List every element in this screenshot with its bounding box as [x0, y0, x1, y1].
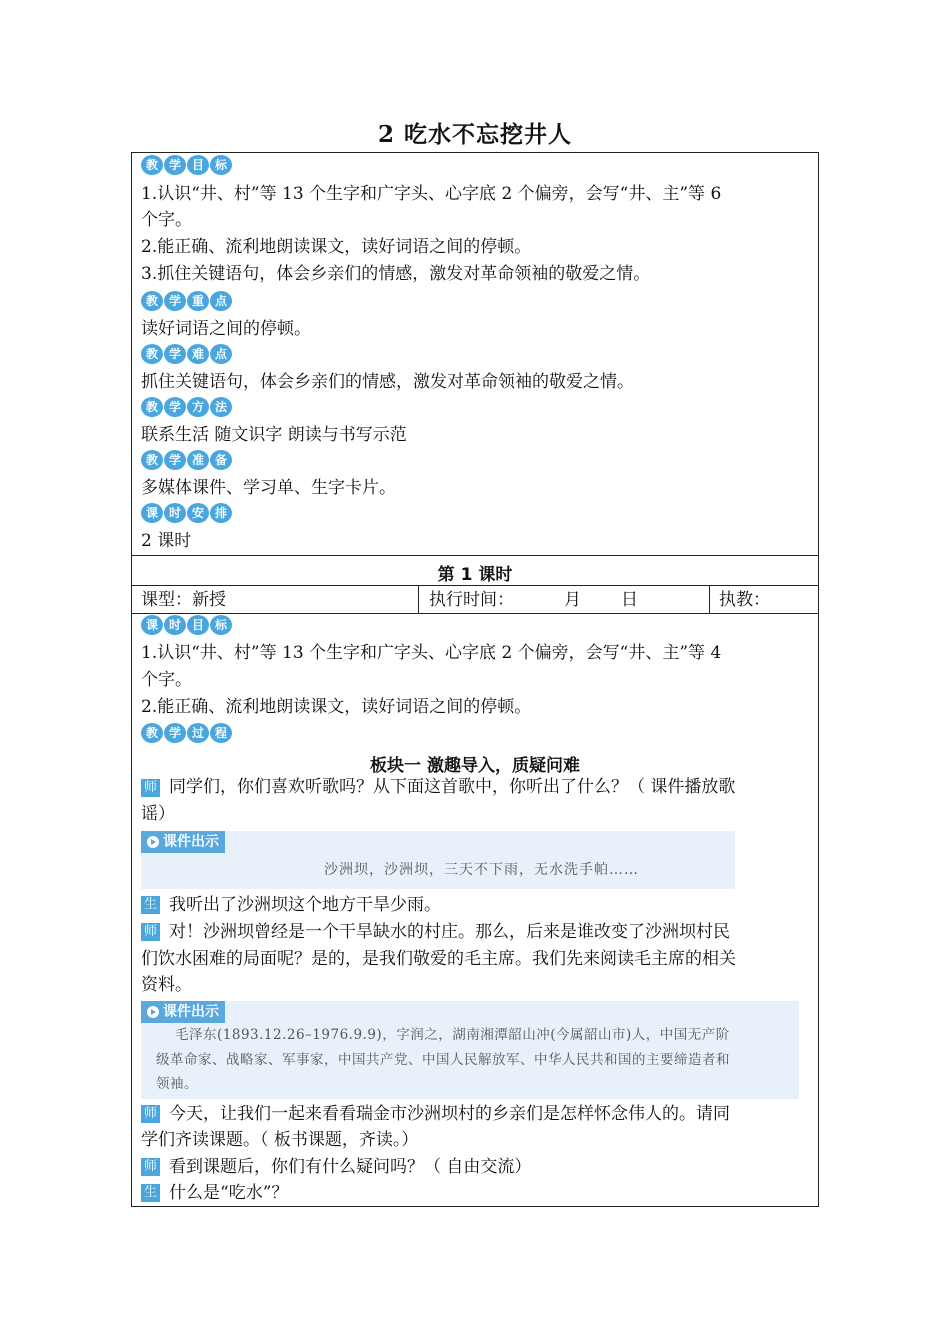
- goal-line-3: 2.能正确、流利地朗读课文，读好词语之间的停顿。: [141, 237, 532, 257]
- play-icon: [147, 836, 159, 848]
- execution-time-label: 执行时间：: [429, 590, 514, 610]
- divider: [132, 613, 818, 614]
- badge-difficult-point: 教 学 难 点: [141, 344, 232, 364]
- lesson-type: 课型：新授: [141, 590, 226, 610]
- lesson-plan-table: [131, 152, 819, 1207]
- courseware-tag: 课件出示: [141, 831, 225, 853]
- dialogue-line: 看到课题后，你们有什么疑问吗？（ 自由交流）: [169, 1157, 532, 1177]
- dialogue-line: 同学们，你们喜欢听歌吗？从下面这首歌中，你听出了什么？（ 课件播放歌: [169, 777, 736, 797]
- divider: [132, 555, 818, 556]
- teacher-role-icon: 师: [141, 1105, 160, 1123]
- goal-line-4: 3.抓住关键语句，体会乡亲们的情感，激发对革命领袖的敬爱之情。: [141, 264, 651, 284]
- teacher-role-icon: 师: [141, 1158, 160, 1176]
- teacher-role-icon: 师: [141, 779, 160, 797]
- goal-line-2: 个字。: [141, 210, 192, 230]
- divider: [132, 585, 818, 586]
- bio-line: 领袖。: [156, 1076, 198, 1092]
- key-point-text: 读好词语之间的停顿。: [141, 319, 311, 339]
- lesson-goal-line-2: 个字。: [141, 670, 192, 690]
- play-icon: [147, 1006, 159, 1018]
- lesson-goal-line-3: 2.能正确、流利地朗读课文，读好词语之间的停顿。: [141, 697, 532, 717]
- courseware-box-song: [141, 831, 735, 889]
- courseware-box-biography: [141, 1001, 799, 1099]
- teacher-role-icon: 师: [141, 923, 160, 941]
- teacher-label: 执教：: [719, 590, 770, 610]
- difficult-point-text: 抓住关键语句，体会乡亲们的情感，激发对革命领袖的敬爱之情。: [141, 372, 634, 392]
- badge-schedule: 课 时 安 排: [141, 503, 232, 523]
- badge-teaching-goals: 教 学 目 标: [141, 155, 232, 175]
- preparation-text: 多媒体课件、学习单、生字卡片。: [141, 478, 396, 498]
- badge-lesson-goals: 课 时 目 标: [141, 615, 232, 635]
- badge-preparation: 教 学 准 备: [141, 450, 232, 470]
- section-title: 板块一 激趣导入，质疑问难: [370, 756, 580, 776]
- dialogue-line: 们饮水困难的局面呢？是的，是我们敬爱的毛主席。我们先来阅读毛主席的相关: [141, 949, 736, 969]
- goal-line-1: 1.认识“井、村”等 13 个生字和广字头、心字底 2 个偏旁，会写“井、主”等 6: [141, 184, 722, 204]
- bio-line: 毛泽东(1893.12.26–1976.9.9)，字润之，湖南湘潭韶山冲(今属韶山市)人，中国无产阶: [175, 1027, 730, 1043]
- courseware-tag: 课件出示: [141, 1001, 225, 1023]
- dialogue-line: 学们齐读课题。（ 板书课题，齐读。）: [141, 1130, 419, 1150]
- divider: [709, 585, 710, 613]
- dialogue-line: 资料。: [141, 975, 192, 995]
- bio-line: 级革命家、战略家、军事家，中国共产党、中国人民解放军、中华人民共和国的主要缔造者和: [156, 1052, 730, 1068]
- lesson-header: 第 1 课时: [437, 565, 513, 585]
- song-lyric: 沙洲坝，沙洲坝，三天不下雨，无水洗手帕……: [324, 862, 639, 878]
- month-label: 月: [564, 590, 581, 610]
- day-label: 日: [621, 590, 638, 610]
- schedule-text: 2 课时: [141, 531, 192, 551]
- dialogue-line: 我听出了沙洲坝这个地方干旱少雨。: [169, 895, 441, 915]
- lesson-goal-line-1: 1.认识“井、村”等 13 个生字和广字头、心字底 2 个偏旁，会写“井、主”等 4: [141, 643, 722, 663]
- badge-teaching-process: 教 学 过 程: [141, 723, 232, 743]
- dialogue-line: 什么是“吃水”？: [169, 1183, 289, 1203]
- divider: [418, 585, 419, 613]
- dialogue-line: 对！沙洲坝曾经是一个干旱缺水的村庄。那么，后来是谁改变了沙洲坝村民: [169, 922, 730, 942]
- student-role-icon: 生: [141, 1184, 160, 1202]
- badge-teaching-method: 教 学 方 法: [141, 397, 232, 417]
- student-role-icon: 生: [141, 896, 160, 914]
- dialogue-line: 今天，让我们一起来看看瑞金市沙洲坝村的乡亲们是怎样怀念伟人的。请同: [169, 1104, 730, 1124]
- page-title: 2 吃水不忘挖井人: [377, 121, 572, 148]
- badge-key-point: 教 学 重 点: [141, 291, 232, 311]
- methods-text: 联系生活 随文识字 朗读与书写示范: [141, 425, 407, 445]
- dialogue-line: 谣）: [141, 804, 175, 824]
